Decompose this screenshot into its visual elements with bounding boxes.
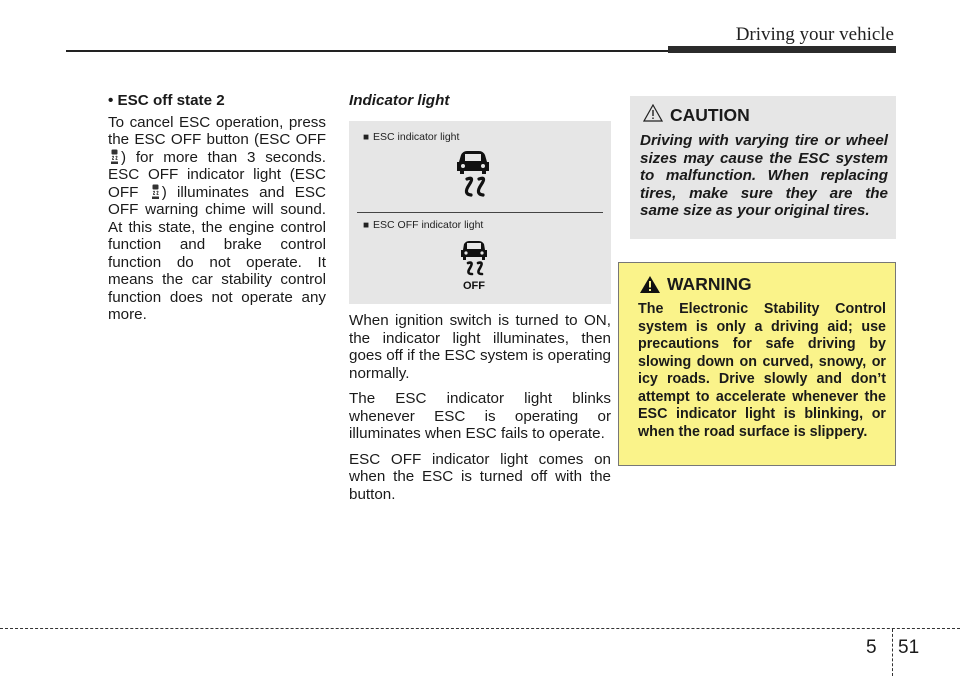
esc-indicator-label: ■ ESC indicator light	[363, 131, 460, 143]
indicator-paragraph: When ignition switch is turned to ON, the indicator light illuminates, then goes off if the ESC system is operating normally.	[349, 312, 611, 382]
caution-text: Driving with varying tire or wheel sizes may cause the ESC system to malfunction. When replacing tires, make sure they are the same size as your original tires.	[640, 132, 888, 219]
warning-title: WARNING	[667, 274, 752, 294]
warning-box	[618, 262, 896, 466]
indicator-heading: Indicator light	[349, 92, 450, 109]
warning-triangle-icon	[639, 275, 661, 294]
header-rule	[66, 50, 668, 52]
esc-off-inline-icon	[109, 149, 120, 165]
indicator-figure	[349, 121, 611, 304]
esc-off-inline-icon	[150, 184, 161, 200]
page-header-title: Driving your vehicle	[735, 24, 894, 45]
caution-triangle-icon	[643, 104, 663, 122]
warning-text: The Electronic Stability Control system is only a driving aid; use precautions for safe driving by slowing down on curved, snowy, or icy roads. Drive slowly and don’t attempt to accelerate whenever the ESC indicator light is blinking, or when the road surface is slippery.	[638, 301, 886, 440]
page-number: 51	[898, 637, 920, 658]
header-bar	[668, 46, 896, 53]
figure-divider	[357, 212, 603, 213]
indicator-section	[349, 92, 611, 503]
section-heading: • ESC off state 2	[108, 92, 225, 109]
esc-off-indicator-icon	[457, 239, 491, 291]
esc-off-indicator-label: ■ ESC OFF indicator light	[363, 219, 484, 231]
indicator-paragraph: The ESC indicator light blinks whenever ESC is operating or illuminates when ESC fails to operate.	[349, 390, 611, 442]
caution-title: CAUTION	[670, 105, 750, 125]
caution-box	[630, 96, 896, 239]
section-number: 5	[866, 637, 877, 658]
section-body	[108, 114, 326, 324]
off-label: OFF	[463, 280, 485, 291]
esc-indicator-icon	[453, 149, 493, 205]
indicator-paragraph: ESC OFF indicator light comes on when the ESC is turned off with the button.	[349, 450, 611, 503]
body-text-1: To cancel ESC operation, press the ESC OFF button (ESC OFF	[108, 113, 326, 148]
esc-off-state-section	[108, 92, 326, 324]
body-text-3: ) illuminates and ESC OFF warning chime will sound. At this state, the engine control function and brake control function do not operate. It means the car stability control function does not operate any more.	[108, 183, 326, 323]
body-text-2: ) for more than 3 seconds. ESC OFF indicator light (ESC OFF	[108, 148, 326, 201]
footer-divider	[892, 629, 893, 676]
footer-rule	[0, 628, 960, 629]
